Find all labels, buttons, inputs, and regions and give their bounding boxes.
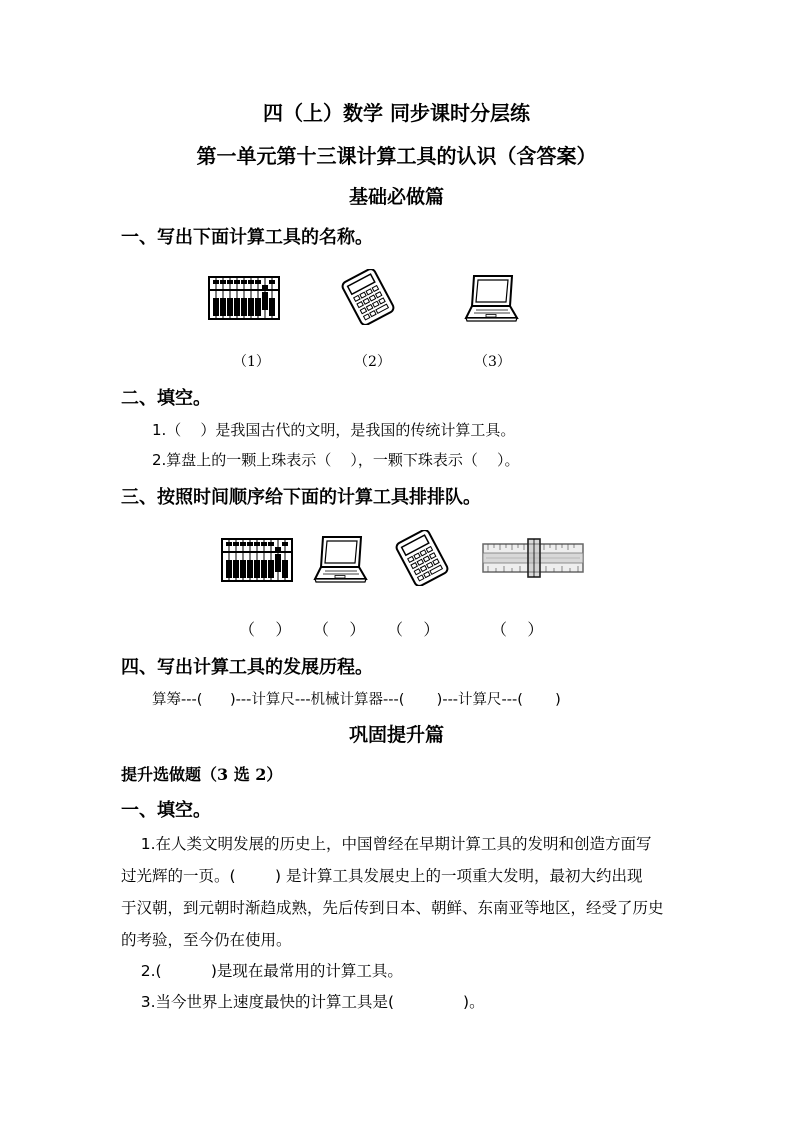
calculator-icon xyxy=(338,269,398,325)
advanced-fill-heading: 一、填空。 xyxy=(121,800,211,821)
page-title: 四（上）数学 同步课时分层练 xyxy=(263,101,530,125)
page-subtitle: 第一单元第十三课计算工具的认识（含答案） xyxy=(196,144,597,168)
slide-rule-icon xyxy=(482,538,584,578)
abacus-icon xyxy=(208,276,280,320)
q3-heading: 三、按照时间顺序给下面的计算工具排排队。 xyxy=(121,487,481,508)
basic-section-heading: 基础必做篇 xyxy=(348,186,444,208)
q3-blank-4[interactable]: （ ） xyxy=(491,620,544,639)
para-2: 2.( )是现在最常用的计算工具。 xyxy=(121,962,403,980)
abacus-icon xyxy=(221,538,293,582)
laptop-icon xyxy=(313,533,369,587)
q3-blank-3[interactable]: （ ） xyxy=(387,620,440,639)
q2-item-2: 2.算盘上的一颗上珠表示（ ），一颗下珠表示（ ）。 xyxy=(152,451,520,469)
choice-note: 提升选做题（3 选 2） xyxy=(121,765,283,784)
q1-label-1: （1） xyxy=(233,354,270,370)
para-3: 3.当今世界上速度最快的计算工具是( )。 xyxy=(121,993,485,1011)
q4-heading: 四、写出计算工具的发展历程。 xyxy=(121,657,373,678)
para-1-line-1: 1.在人类文明发展的历史上，中国曾经在早期计算工具的发明和创造方面写 xyxy=(121,835,652,853)
q3-blank-1[interactable]: （ ） xyxy=(239,620,292,639)
q4-timeline: 算筹---( )---计算尺---机械计算器---( )---计算尺---( ) xyxy=(152,692,561,708)
q1-heading: 一、写出下面计算工具的名称。 xyxy=(121,227,373,248)
q2-heading: 二、填空。 xyxy=(121,388,211,409)
q1-label-2: （2） xyxy=(354,354,391,370)
para-1-line-4: 的考验，至今仍在使用。 xyxy=(121,931,292,949)
para-1-line-2: 过光辉的一页。( ) 是计算工具发展史上的一项重大发明，最初大约出现 xyxy=(121,867,643,885)
advanced-section-heading: 巩固提升篇 xyxy=(348,724,444,746)
q3-blank-2[interactable]: （ ） xyxy=(313,620,366,639)
calculator-icon xyxy=(392,530,452,586)
q2-item-1: 1.（ ）是我国古代的文明，是我国的传统计算工具。 xyxy=(152,421,516,439)
q1-label-3: （3） xyxy=(474,354,511,370)
para-1-line-3: 于汉朝，到元朝时渐趋成熟，先后传到日本、朝鲜、东南亚等地区，经受了历史 xyxy=(121,899,664,917)
laptop-icon xyxy=(464,272,520,326)
